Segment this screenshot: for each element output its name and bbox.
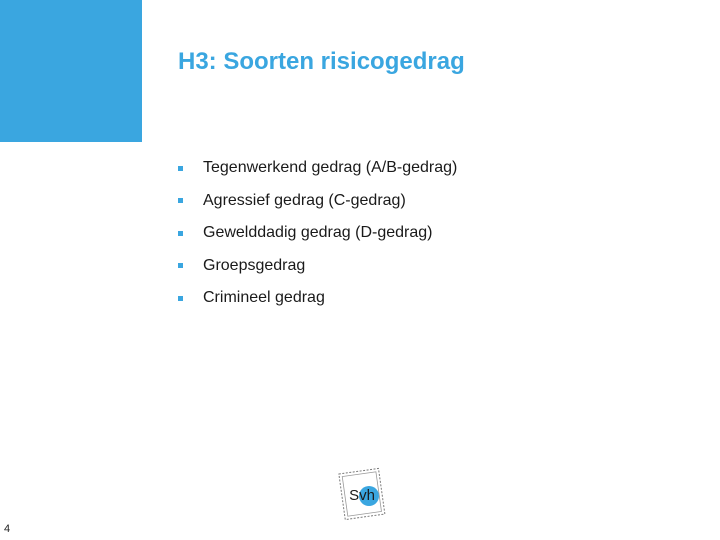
- square-bullet-icon: [178, 198, 183, 203]
- square-bullet-icon: [178, 296, 183, 301]
- square-bullet-icon: [178, 263, 183, 268]
- bullet-text: Tegenwerkend gedrag (A/B-gedrag): [203, 159, 458, 177]
- bullet-item: [178, 185, 457, 218]
- bullet-text: Agressief gedrag (C-gedrag): [203, 191, 406, 209]
- bullet-text: Groepsgedrag: [203, 256, 306, 274]
- svh-logo: [332, 465, 392, 525]
- bullet-item: [178, 282, 457, 315]
- logo-text: Svh: [349, 487, 375, 504]
- bullet-item: [178, 217, 457, 250]
- square-bullet-icon: [178, 166, 183, 171]
- bullet-text: Crimineel gedrag: [203, 289, 325, 307]
- bullet-item: [178, 250, 457, 283]
- bullet-item: [178, 152, 457, 185]
- slide-title: H3: Soorten risicogedrag: [178, 48, 465, 75]
- square-bullet-icon: [178, 231, 183, 236]
- bullet-list: [178, 152, 457, 315]
- bullet-text: Gewelddadig gedrag (D-gedrag): [203, 224, 433, 242]
- page-number: 4: [4, 523, 11, 535]
- accent-block: [0, 0, 142, 142]
